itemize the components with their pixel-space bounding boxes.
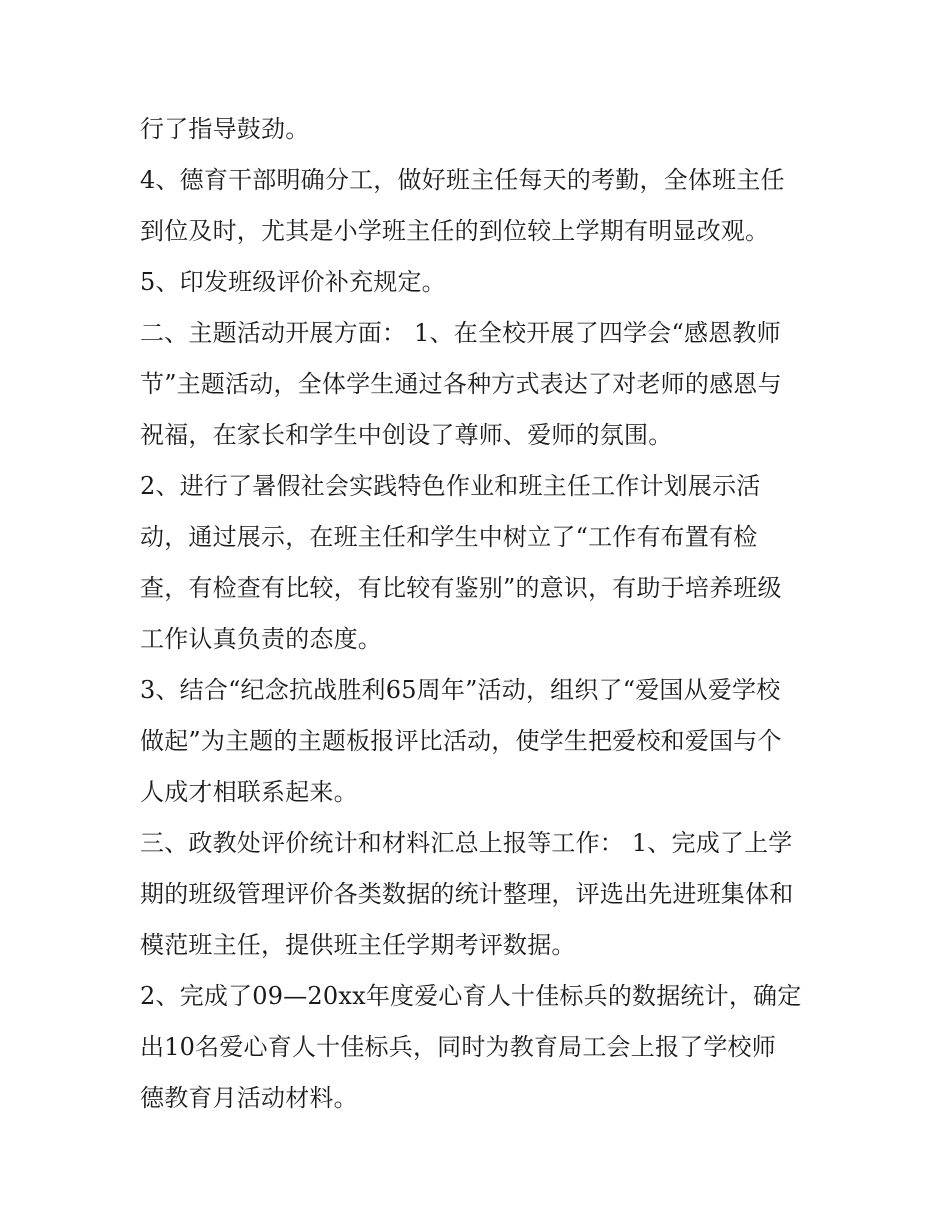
text-line: 祝福，在家长和学生中创设了尊师、爱师的氛围。 [140, 421, 673, 449]
text-line: 5、印发班级评价补充规定。 [140, 268, 446, 296]
text-line: 3、结合“纪念抗战胜利65周年”活动，组织了“爱国从爱学校 [140, 676, 781, 704]
text-line: 工作认真负责的态度。 [140, 625, 382, 653]
text-line: 德教育月活动材料。 [140, 1084, 358, 1112]
text-line: 人成才相联系起来。 [140, 778, 358, 806]
text-line: 动，通过展示，在班主任和学生中树立了“工作有布置有检 [140, 523, 758, 551]
text-line: 模范班主任，提供班主任学期考评数据。 [140, 931, 576, 959]
text-line: 二、主题活动开展方面： 1、在全校开展了四学会“感恩教师 [140, 319, 781, 347]
text-line: 查，有检查有比较，有比较有鉴别”的意识，有助于培养班级 [140, 574, 782, 602]
text-line: 节”主题活动，全体学生通过各种方式表达了对老师的感恩与 [140, 370, 782, 398]
text-line: 做起”为主题的主题板报评比活动，使学生把爱校和爱国与个 [140, 727, 782, 755]
text-line: 2、完成了09—20xx年度爱心育人十佳标兵的数据统计，确定 [140, 982, 802, 1010]
text-line: 三、政教处评价统计和材料汇总上报等工作： 1、完成了上学 [140, 829, 793, 857]
document-body [140, 104, 820, 1124]
text-line: 期的班级管理评价各类数据的统计整理，评选出先进班集体和 [140, 880, 794, 908]
text-line: 4、德育干部明确分工，做好班主任每天的考勤，全体班主任 [140, 166, 785, 194]
text-line: 2、进行了暑假社会实践特色作业和班主任工作计划展示活 [140, 472, 761, 500]
text-line: 出10名爱心育人十佳标兵，同时为教育局工会上报了学校师 [140, 1033, 776, 1061]
text-line: 到位及时，尤其是小学班主任的到位较上学期有明显改观。 [140, 217, 770, 245]
text-line: 行了指导鼓劲。 [140, 115, 310, 143]
